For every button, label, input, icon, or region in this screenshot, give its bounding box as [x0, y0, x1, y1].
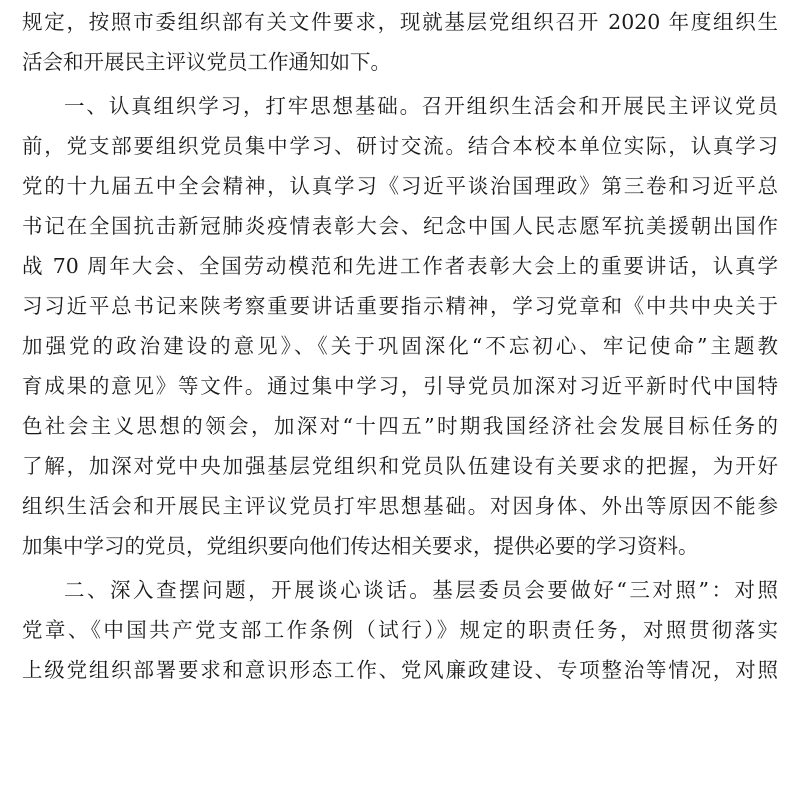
text-line-2: 活会和开展民主评议党员工作通知如下。: [22, 50, 391, 74]
text-line-1: 规定，按照市委组织部有关文件要求，现就基层党组织召开 2020 年度组织生: [22, 10, 778, 34]
paragraph-1-line-5: 战 70 周年大会、全国劳动模范和先进工作者表彰大会上的重要讲话，认真学: [22, 254, 778, 278]
paragraph-1-line-8: 育成果的意见》等文件。通过集中学习，引导党员加深对习近平新时代中国特: [22, 374, 778, 398]
paragraph-1-line-7: 加强党的政治建设的意见》、《关于巩固深化“不忘初心、牢记使命”主题教: [22, 334, 778, 358]
paragraph-1-line-4: 书记在全国抗击新冠肺炎疫情表彰大会、纪念中国人民志愿军抗美援朝出国作: [22, 214, 778, 238]
paragraph-1-line-9: 色社会主义思想的领会，加深对“十四五”时期我国经济社会发展目标任务的: [22, 414, 778, 438]
paragraph-1-line-10: 了解，加深对党中央加强基层党组织和党员队伍建设有关要求的把握，为开好: [22, 454, 778, 478]
paragraph-2-line-2: 党章、《中国共产党支部工作条例（试行）》规定的职责任务，对照贯彻落实: [22, 618, 778, 642]
paragraph-1-line-11: 组织生活会和开展民主评议党员打牢思想基础。对因身体、外出等原因不能参: [22, 494, 778, 518]
paragraph-1-line-6: 习习近平总书记来陕考察重要讲话重要指示精神，学习党章和《中共中央关于: [22, 294, 778, 318]
paragraph-2-line-1: 二、深入查摆问题，开展谈心谈话。基层委员会要做好“三对照”：对照: [64, 578, 778, 602]
paragraph-1-line-12: 加集中学习的党员，党组织要向他们传达相关要求，提供必要的学习资料。: [22, 534, 699, 558]
paragraph-1-line-3: 党的十九届五中全会精神，认真学习《习近平谈治国理政》第三卷和习近平总: [22, 174, 778, 198]
paragraph-1-line-2: 前，党支部要组织党员集中学习、研讨交流。结合本校本单位实际，认真学习: [22, 134, 778, 158]
paragraph-1-line-1: 一、认真组织学习，打牢思想基础。召开组织生活会和开展民主评议党员: [64, 94, 778, 118]
paragraph-2-line-3: 上级党组织部署要求和意识形态工作、党风廉政建设、专项整治等情况，对照: [22, 658, 778, 682]
